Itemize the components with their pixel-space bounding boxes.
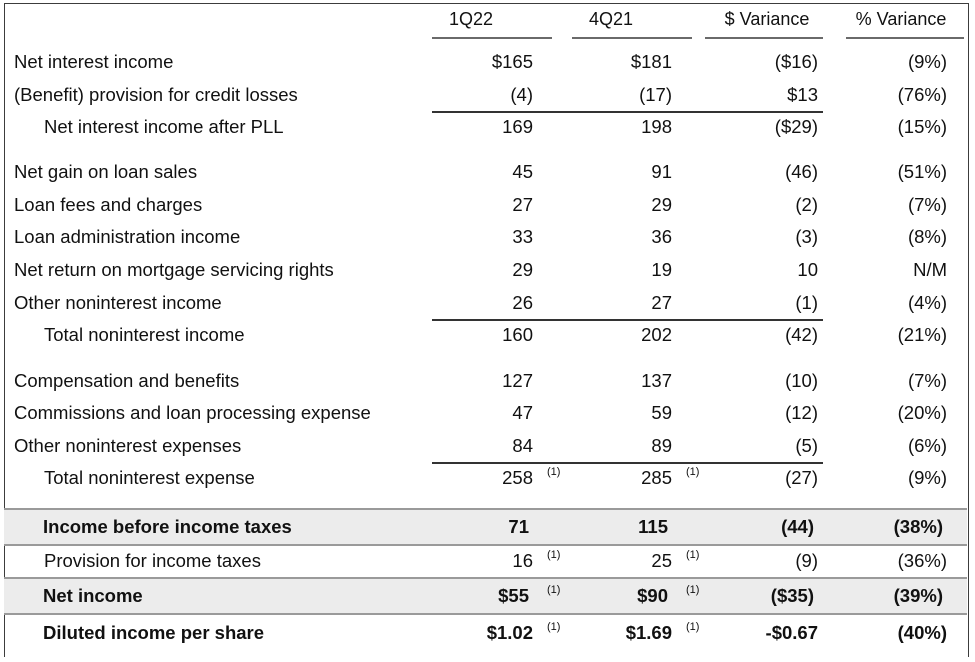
value-dollar-variance: (9): [795, 550, 818, 571]
row-label: Commissions and loan processing expense: [14, 402, 371, 423]
row-label: Loan fees and charges: [14, 194, 203, 215]
footnote-marker: (1): [686, 584, 700, 596]
table-row: [0, 546, 975, 576]
table-row: [0, 255, 975, 285]
value-percent-variance: (51%): [897, 161, 947, 182]
footnote-marker: (1): [686, 549, 700, 561]
footnote-marker: (1): [547, 466, 561, 478]
table-row-highlight: [4, 579, 967, 613]
value-dollar-variance: (42): [785, 324, 818, 345]
value-dollar-variance: 10: [797, 259, 818, 280]
value-percent-variance: (7%): [907, 370, 947, 391]
header-dollar-variance: $ Variance: [724, 9, 810, 29]
value-1q22: 169: [502, 116, 533, 137]
table-row: [0, 80, 975, 110]
value-4q21: $90: [637, 585, 668, 606]
table-row: [0, 320, 975, 350]
table-row: [0, 288, 975, 318]
value-dollar-variance: ($35): [770, 585, 814, 606]
value-4q21: (17): [639, 84, 672, 105]
value-4q21: 29: [651, 194, 672, 215]
row-label: Diluted income per share: [43, 622, 265, 643]
table-row: [0, 222, 975, 252]
value-1q22: 33: [512, 226, 533, 247]
value-4q21: 198: [641, 116, 672, 137]
footnote-marker: (1): [686, 466, 700, 478]
row-label: Net income: [43, 585, 143, 606]
row-label: Net interest income: [14, 51, 174, 72]
value-4q21: $181: [630, 51, 672, 72]
value-1q22: 27: [512, 194, 533, 215]
header-1q22: 1Q22: [448, 9, 494, 29]
value-4q21: $1.69: [625, 622, 672, 643]
value-4q21: 91: [651, 161, 672, 182]
value-4q21: 89: [651, 435, 672, 456]
row-label: Other noninterest income: [14, 292, 222, 313]
value-percent-variance: (4%): [907, 292, 947, 313]
row-label: Income before income taxes: [43, 516, 292, 537]
table-row-highlight: [4, 510, 967, 544]
table-row: [0, 112, 975, 142]
value-percent-variance: (9%): [907, 467, 947, 488]
footnote-marker: (1): [547, 549, 561, 561]
value-percent-variance: (9%): [907, 51, 947, 72]
value-4q21: 25: [651, 550, 672, 571]
value-dollar-variance: (12): [785, 402, 818, 423]
value-percent-variance: (7%): [907, 194, 947, 215]
value-1q22: 26: [512, 292, 533, 313]
table-row: [0, 618, 975, 648]
value-1q22: 47: [512, 402, 533, 423]
value-4q21: 115: [638, 516, 668, 537]
table-row: [0, 157, 975, 187]
value-1q22: 16: [512, 550, 533, 571]
header-underline-1q22: [432, 37, 552, 39]
row-label: Loan administration income: [14, 226, 241, 247]
row-label: Other noninterest expenses: [14, 435, 242, 456]
table-row: [0, 463, 975, 493]
value-4q21: 27: [651, 292, 672, 313]
value-1q22: $165: [491, 51, 533, 72]
value-dollar-variance: (5): [795, 435, 818, 456]
row-label: Net gain on loan sales: [14, 161, 198, 182]
value-percent-variance: (6%): [907, 435, 947, 456]
value-1q22: $1.02: [486, 622, 533, 643]
value-4q21: 59: [651, 402, 672, 423]
value-1q22: 258: [502, 467, 533, 488]
value-1q22: 71: [508, 516, 529, 537]
row-label: Total noninterest income: [44, 324, 245, 345]
row-label: Compensation and benefits: [14, 370, 240, 391]
value-4q21: 19: [651, 259, 672, 280]
value-dollar-variance: $13: [787, 84, 818, 105]
table-row: [0, 366, 975, 396]
value-percent-variance: (8%): [907, 226, 947, 247]
header-4q21: 4Q21: [588, 9, 634, 29]
table-row: [0, 47, 975, 77]
header-underline-4q21: [572, 37, 692, 39]
value-percent-variance: (76%): [897, 84, 947, 105]
value-1q22: 84: [512, 435, 533, 456]
value-1q22: 45: [512, 161, 533, 182]
value-percent-variance: (15%): [897, 116, 947, 137]
value-dollar-variance: (27): [785, 467, 818, 488]
value-percent-variance: (40%): [897, 622, 947, 643]
value-dollar-variance: (44): [781, 516, 814, 537]
value-dollar-variance: ($29): [774, 116, 818, 137]
footnote-marker: (1): [547, 584, 561, 596]
table-row: [0, 190, 975, 220]
value-percent-variance: (39%): [893, 585, 943, 606]
value-1q22: 127: [502, 370, 533, 391]
value-percent-variance: (20%): [897, 402, 947, 423]
value-1q22: (4): [510, 84, 533, 105]
table-row: [0, 431, 975, 461]
value-dollar-variance: (46): [785, 161, 818, 182]
header-underline-dollar-variance: [705, 37, 823, 39]
value-1q22: 29: [512, 259, 533, 280]
table-header: [0, 4, 975, 34]
row-label: Net return on mortgage servicing rights: [14, 259, 334, 280]
value-percent-variance: (36%): [897, 550, 947, 571]
row-label: (Benefit) provision for credit losses: [14, 84, 298, 105]
header-underline-percent-variance: [846, 37, 964, 39]
value-percent-variance: N/M: [913, 259, 947, 280]
value-dollar-variance: -$0.67: [765, 622, 818, 643]
header-percent-variance: % Variance: [855, 9, 947, 29]
value-dollar-variance: (1): [795, 292, 818, 313]
value-dollar-variance: (3): [795, 226, 818, 247]
value-4q21: 285: [641, 467, 672, 488]
value-dollar-variance: (10): [785, 370, 818, 391]
footnote-marker: (1): [686, 621, 700, 633]
value-4q21: 137: [641, 370, 672, 391]
value-4q21: 202: [641, 324, 672, 345]
value-dollar-variance: (2): [795, 194, 818, 215]
value-4q21: 36: [651, 226, 672, 247]
shaded-row-border-bottom: [4, 613, 967, 615]
row-label: Net interest income after PLL: [44, 116, 284, 137]
footnote-marker: (1): [547, 621, 561, 633]
row-label: Total noninterest expense: [44, 467, 255, 488]
value-dollar-variance: ($16): [774, 51, 818, 72]
value-percent-variance: (21%): [897, 324, 947, 345]
value-percent-variance: (38%): [893, 516, 943, 537]
table-row: [0, 398, 975, 428]
value-1q22: $55: [498, 585, 529, 606]
value-1q22: 160: [502, 324, 533, 345]
row-label: Provision for income taxes: [44, 550, 261, 571]
